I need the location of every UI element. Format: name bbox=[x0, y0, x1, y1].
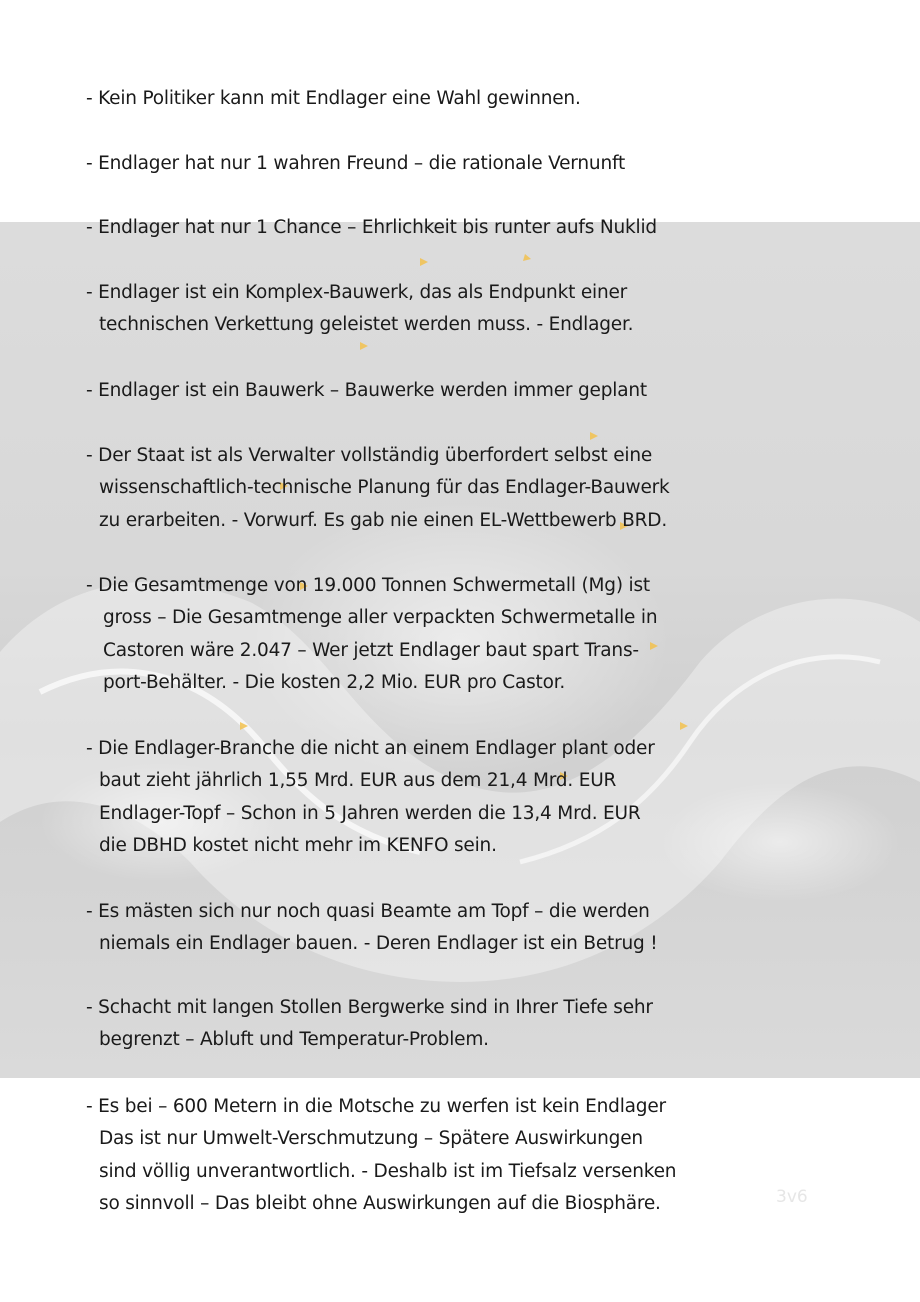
paragraph bbox=[86, 212, 686, 244]
paragraph-line: - Der Staat ist als Verwalter vollständig überfordert selbst eine bbox=[86, 445, 653, 466]
paragraph-line: wissenschaftlich-technische Planung für das Endlager-Bauwerk bbox=[99, 477, 670, 499]
paragraph-line: baut zieht jährlich 1,55 Mrd. EUR aus dem 21,4 Mrd. EUR bbox=[99, 770, 617, 792]
page-number: 3v6 bbox=[776, 1187, 808, 1207]
paragraph-line: - Endlager hat nur 1 wahren Freund – die rationale Vernunft bbox=[86, 153, 626, 174]
paragraph bbox=[86, 440, 686, 537]
paragraph-line: gross – Die Gesamtmenge aller verpackten Schwermetalle in bbox=[103, 607, 658, 629]
paragraph-line: port-Behälter. - Die kosten 2,2 Mio. EUR pro Castor. bbox=[103, 671, 566, 693]
paragraph-line: technischen Verkettung geleistet werden muss. - Endlager. bbox=[99, 314, 634, 336]
paragraph-line: - Endlager ist ein Komplex-Bauwerk, das als Endpunkt einer bbox=[86, 282, 628, 303]
paragraph bbox=[86, 1091, 686, 1220]
paragraph bbox=[86, 375, 686, 407]
paragraph-line: niemals ein Endlager bauen. - Deren Endlager ist ein Betrug ! bbox=[99, 933, 658, 955]
paragraph-line: die DBHD kostet nicht mehr im KENFO sein. bbox=[99, 834, 497, 856]
paragraph-line: Das ist nur Umwelt-Verschmutzung – Spätere Auswirkungen bbox=[99, 1128, 643, 1150]
paragraph bbox=[86, 896, 686, 961]
paragraph bbox=[86, 992, 686, 1057]
paragraph-line: - Endlager ist ein Bauwerk – Bauwerke werden immer geplant bbox=[86, 380, 647, 401]
paragraph-line: sind völlig unverantwortlich. - Deshalb ist im Tiefsalz versenken bbox=[99, 1160, 677, 1182]
paragraph-line: so sinnvoll – Das bleibt ohne Auswirkungen auf die Biosphäre. bbox=[99, 1192, 661, 1214]
paragraph-line: - Es bei – 600 Metern in die Motsche zu werfen ist kein Endlager bbox=[86, 1096, 666, 1117]
paragraph-line: begrenzt – Abluft und Temperatur-Problem. bbox=[99, 1029, 489, 1051]
paragraph-line: Castoren wäre 2.047 – Wer jetzt Endlager baut spart Trans- bbox=[103, 639, 639, 661]
paragraph-line: - Die Gesamtmenge von 19.000 Tonnen Schwermetall (Mg) ist bbox=[86, 575, 650, 596]
paragraph-line: - Es mästen sich nur noch quasi Beamte am Topf – die werden bbox=[86, 901, 650, 922]
paragraph-line: Endlager-Topf – Schon in 5 Jahren werden die 13,4 Mrd. EUR bbox=[99, 802, 641, 824]
paragraph-line: - Endlager hat nur 1 Chance – Ehrlichkeit bis runter aufs Nuklid bbox=[86, 217, 657, 238]
paragraph-line: - Kein Politiker kann mit Endlager eine Wahl gewinnen. bbox=[86, 88, 581, 109]
paragraph bbox=[86, 277, 686, 342]
paragraph bbox=[86, 148, 686, 180]
paragraph bbox=[86, 83, 686, 115]
paragraph-line: zu erarbeiten. - Vorwurf. Es gab nie einen EL-Wettbewerb BRD. bbox=[99, 509, 668, 531]
paragraph bbox=[86, 733, 686, 862]
paragraph-line: - Die Endlager-Branche die nicht an einem Endlager plant oder bbox=[86, 738, 655, 759]
paragraph bbox=[86, 570, 686, 699]
paragraph-line: - Schacht mit langen Stollen Bergwerke sind in Ihrer Tiefe sehr bbox=[86, 997, 653, 1018]
